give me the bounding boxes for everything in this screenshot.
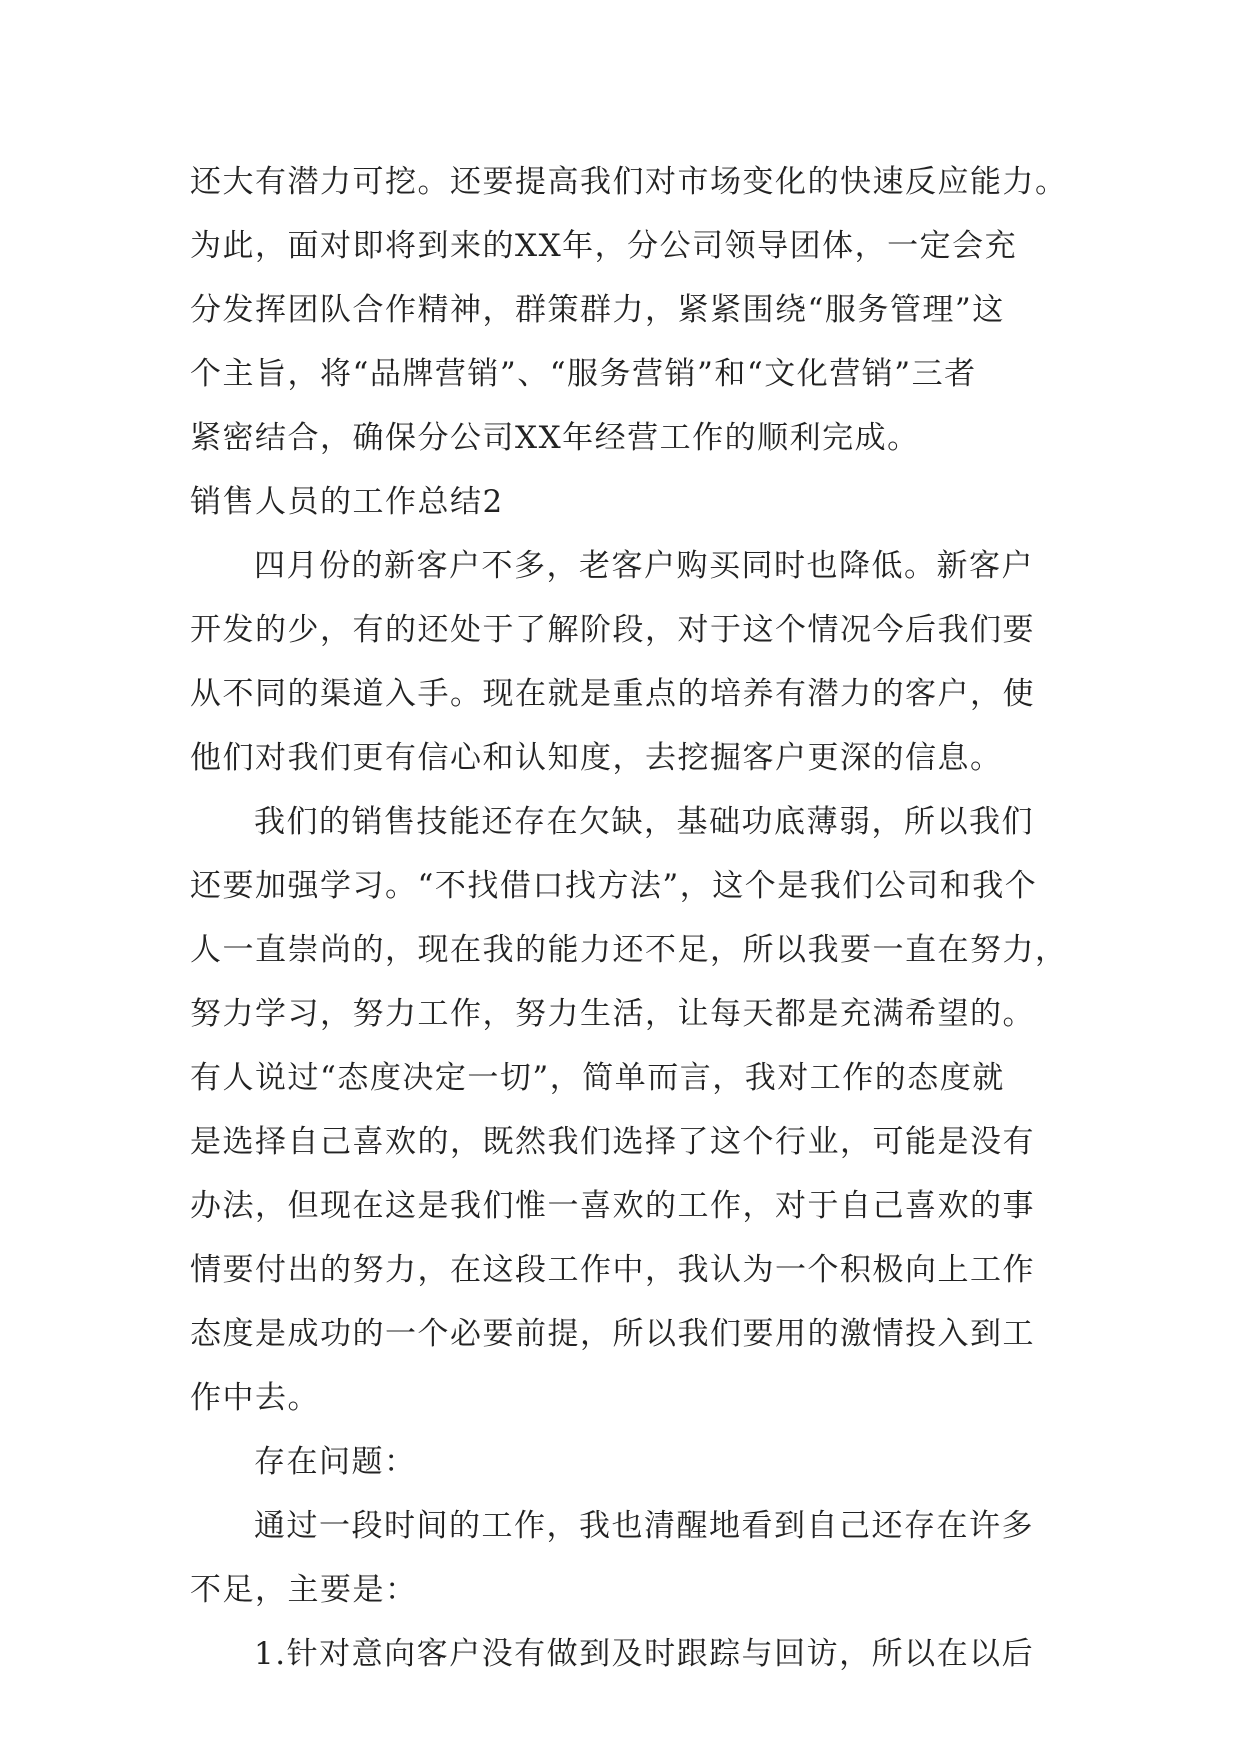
text-line: 分发挥团队合作精神，群策群力，紧紧围绕“服务管理”这 [190, 292, 1005, 328]
paragraph-start-line: 存在问题： [254, 1444, 417, 1480]
text-line: 不足，主要是： [190, 1572, 418, 1608]
paragraph-start-line: 四月份的新客户不多，老客户购买同时也降低。新客户 [254, 548, 1034, 584]
text-line: 个主旨，将“品牌营销”、“服务营销”和“文化营销”三者 [190, 356, 977, 392]
text-line: 他们对我们更有信心和认知度，去挖掘客户更深的信息。 [190, 740, 1003, 776]
section-heading: 销售人员的工作总结2 [190, 484, 504, 520]
text-line: 为此，面对即将到来的XX年，分公司领导团体，一定会充 [190, 228, 1018, 264]
text-line: 作中去。 [190, 1380, 320, 1416]
text-line: 从不同的渠道入手。现在就是重点的培养有潜力的客户，使 [190, 676, 1035, 712]
document-body [190, 150, 1090, 1686]
text-line: 还大有潜力可挖。还要提高我们对市场变化的快速反应能力。 [190, 164, 1068, 200]
text-line: 情要付出的努力，在这段工作中，我认为一个积极向上工作 [190, 1252, 1035, 1288]
paragraph-start-line: 我们的销售技能还存在欠缺，基础功底薄弱，所以我们 [254, 804, 1034, 840]
text-line: 有人说过“态度决定一切”，简单而言，我对工作的态度就 [190, 1060, 1005, 1096]
text-line: 开发的少，有的还处于了解阶段，对于这个情况今后我们要 [190, 612, 1035, 648]
text-line: 人一直崇尚的，现在我的能力还不足，所以我要一直在努力， [190, 932, 1068, 968]
text-line: 态度是成功的一个必要前提，所以我们要用的激情投入到工 [190, 1316, 1035, 1352]
paragraph-start-line: 通过一段时间的工作，我也清醒地看到自己还存在许多 [254, 1508, 1034, 1544]
list-item-line: 1.针对意向客户没有做到及时跟踪与回访，所以在以后 [254, 1636, 1035, 1672]
text-line: 努力学习，努力工作，努力生活，让每天都是充满希望的。 [190, 996, 1035, 1032]
text-line: 紧密结合，确保分公司XX年经营工作的顺利完成。 [190, 420, 920, 456]
text-line: 是选择自己喜欢的，既然我们选择了这个行业，可能是没有 [190, 1124, 1035, 1160]
text-line: 还要加强学习。“不找借口找方法”，这个是我们公司和我个 [190, 868, 1038, 904]
text-line: 办法，但现在这是我们惟一喜欢的工作，对于自己喜欢的事 [190, 1188, 1035, 1224]
